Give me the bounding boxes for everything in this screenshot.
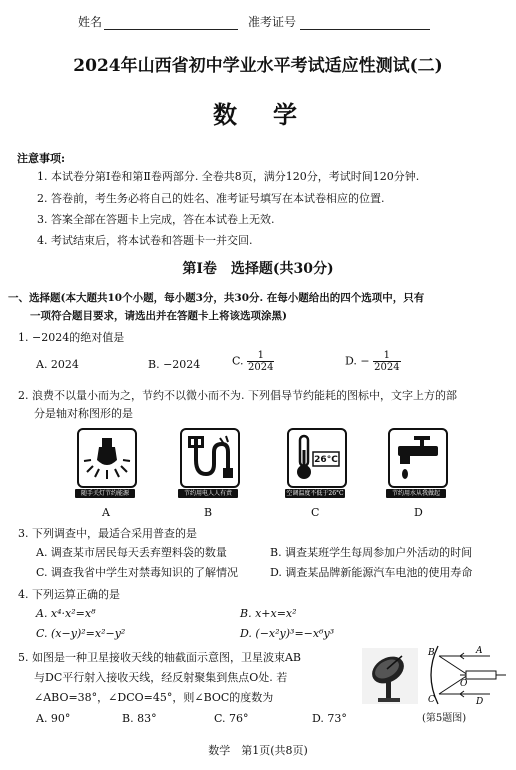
q4-option-b[interactable]: B. x+x=x²	[240, 607, 297, 620]
svg-text:O: O	[460, 679, 468, 689]
q1-option-a[interactable]: A. 2024	[36, 358, 79, 371]
name-label: 姓名	[78, 15, 103, 29]
svg-text:B: B	[428, 648, 435, 658]
icon-caption: 空调温度不低于26°C	[286, 490, 344, 497]
q5-option-b[interactable]: B. 83°	[122, 712, 157, 725]
satellite-dish-image	[362, 648, 418, 704]
q1-option-b[interactable]: B. −2024	[148, 358, 201, 371]
q2-option-c[interactable]: C	[311, 506, 320, 519]
q2-option-d[interactable]: D	[414, 506, 423, 519]
q1-stem: 1. −2024的绝对值是	[18, 331, 125, 344]
q4-option-c[interactable]: C. (x−y)²=x²−y²	[36, 627, 126, 640]
q5-line: ∠ABO=38°，∠DCO=45°，则∠BOC的度数为	[34, 691, 274, 704]
subject-title: 数 学	[213, 100, 303, 129]
notes-heading: 注意事项:	[17, 152, 66, 165]
temperature-label: 26°C	[314, 455, 338, 465]
note-item: 3. 答案全部在答题卡上完成，答在本试卷上无效.	[37, 213, 275, 226]
name-field[interactable]	[104, 29, 238, 30]
icon-caption: 节约用水从我做起	[386, 489, 446, 498]
q5-line: 5. 如图是一种卫星接收天线的轴截面示意图，卫星波束AB	[18, 651, 302, 664]
q4-option-a[interactable]: A. x⁴·x²=x⁸	[36, 607, 96, 620]
faucet-icon	[388, 428, 448, 488]
section-title: 第Ⅰ卷 选择题(共30分)	[182, 261, 334, 277]
q3-stem: 3. 下列调查中，最适合采用普查的是	[18, 527, 197, 540]
q3-option-a[interactable]: A. 调查某市居民每天丢弃塑料袋的数量	[36, 546, 227, 559]
q4-option-d[interactable]: D. (−x²y)³=−x⁶y³	[240, 627, 335, 640]
q2-option-b[interactable]: B	[204, 506, 213, 519]
q2-option-a[interactable]: A	[102, 506, 110, 519]
id-label: 准考证号	[248, 15, 297, 29]
q3-option-d[interactable]: D. 调查某品牌新能源汽车电池的使用寿命	[270, 566, 473, 579]
q3-option-c[interactable]: C. 调查我省中学生对禁毒知识的了解情况	[36, 566, 239, 579]
q4-stem: 4. 下列运算正确的是	[18, 588, 120, 601]
note-item: 2. 答卷前，考生务必将自己的姓名、准考证号填写在本试卷相应的位置.	[37, 192, 385, 205]
q5-option-c[interactable]: C. 76°	[214, 712, 249, 725]
q1-option-c-label: C.	[232, 354, 244, 368]
figure-caption: (第5题图)	[422, 713, 467, 724]
thermometer-icon	[287, 428, 347, 488]
antenna-diagram	[420, 640, 508, 710]
icon-caption: 随手关灯节约能源	[75, 489, 135, 498]
instructions-line: 一项符合题目要求，请选出并在答题卡上将该选项涂黑)	[30, 310, 287, 322]
id-field[interactable]	[300, 29, 430, 30]
light-bulb-icon	[77, 428, 137, 488]
q1-option-d-fraction: $\frac{1}{2024}$	[374, 350, 400, 373]
q1-option-d[interactable]	[345, 350, 401, 373]
q2-line: 分是轴对称图形的是	[34, 407, 133, 420]
q2-line: 2. 浪费不以量小而为之，节约不以微小而不为. 下列倡导节约能耗的图标中，文字上方的部	[18, 389, 457, 402]
exam-title: 2024年山西省初中学业水平考试适应性测试(二)	[73, 56, 443, 76]
q1-option-d-label: D. −	[345, 354, 370, 368]
q5-option-d[interactable]: D. 73°	[312, 712, 347, 725]
svg-text:A: A	[476, 646, 483, 656]
q3-option-b[interactable]: B. 调查某班学生每周参加户外活动的时间	[270, 546, 473, 559]
note-item: 1. 本试卷分第Ⅰ卷和第Ⅱ卷两部分. 全卷共8页，满分120分，考试时间120分钟.	[37, 170, 420, 183]
unplug-icon	[180, 428, 240, 488]
svg-text:D: D	[476, 697, 484, 707]
svg-text:C: C	[428, 695, 435, 705]
page-footer: 数学 第1页(共8页)	[208, 744, 308, 757]
q1-option-c[interactable]	[232, 350, 274, 373]
q1-option-c-fraction: $\frac{1}{2024}$	[248, 350, 274, 373]
q5-option-a[interactable]: A. 90°	[36, 712, 71, 725]
instructions-line: 一、选择题(本大题共10个小题，每小题3分，共30分. 在每小题给出的四个选项中，只有	[8, 292, 425, 304]
q5-line: 与DC平行射入接收天线，经反射聚集到焦点O处. 若	[34, 671, 288, 684]
note-item: 4. 考试结束后，将本试卷和答题卡一并交回.	[37, 234, 253, 247]
icon-caption: 节约用电人人有责	[178, 489, 238, 498]
